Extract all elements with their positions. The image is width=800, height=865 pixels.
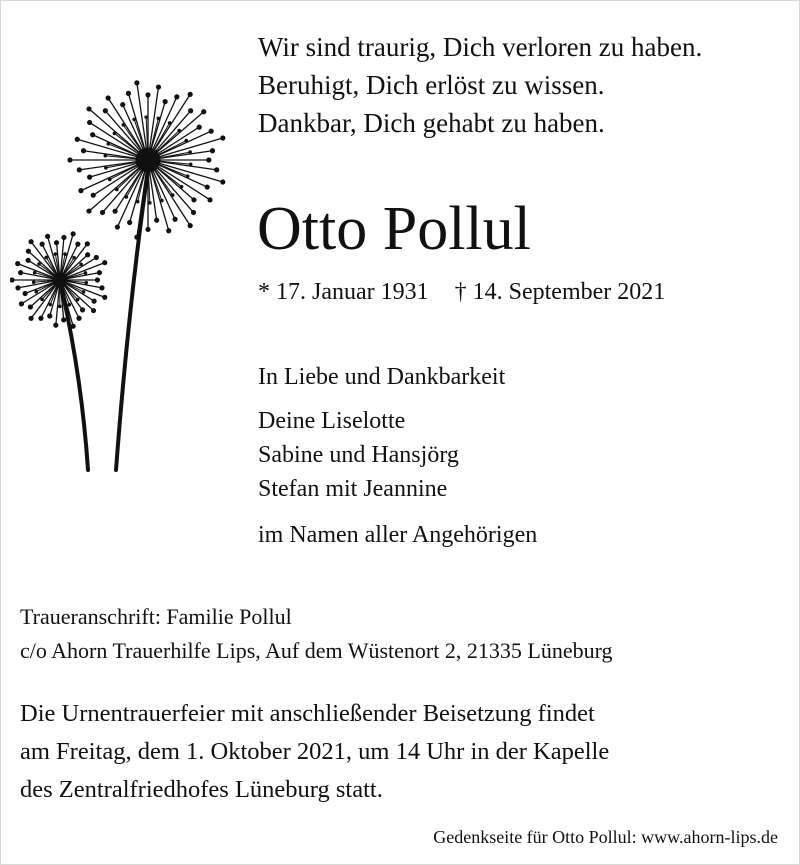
address-line: Traueranschrift: Familie Pollul	[20, 604, 292, 629]
mourners-intro: In Liebe und Dankbarkeit	[258, 364, 506, 390]
poem-line: Dankbar, Dich gehabt zu haben.	[258, 108, 605, 138]
large-dandelion-icon	[67, 80, 225, 470]
small-dandelion-icon	[10, 231, 107, 470]
mourners-list	[258, 404, 459, 506]
address-line: c/o Ahorn Trauerhilfe Lips, Auf dem Wüstenort 2, 21335 Lüneburg	[20, 638, 613, 663]
mourner-name: Stefan mit Jeannine	[258, 476, 448, 502]
birth-date: * 17. Januar 1931	[258, 279, 429, 305]
ceremony-line: am Freitag, dem 1. Oktober 2021, um 14 Uhr in der Kapelle	[20, 738, 610, 765]
poem-line: Beruhigt, Dich erlöst zu wissen.	[258, 70, 605, 100]
poem-line: Wir sind traurig, Dich verloren zu haben.	[258, 32, 703, 62]
poem	[258, 28, 702, 142]
mourner-name: Sabine und Hansjörg	[258, 442, 459, 468]
dandelion-illustration	[10, 70, 240, 490]
ceremony-line: des Zentralfriedhofes Lüneburg statt.	[20, 776, 383, 803]
death-date: † 14. September 2021	[454, 279, 666, 305]
mourning-address	[20, 600, 613, 668]
mourner-name: Deine Liselotte	[258, 408, 406, 434]
life-dates	[258, 277, 665, 307]
memorial-page-link[interactable]: Gedenkseite für Otto Pollul: www.ahorn-lips.de	[433, 827, 778, 847]
ceremony-line: Die Urnentrauerfeier mit anschließender Beisetzung findet	[20, 700, 595, 727]
ceremony-notice	[20, 695, 609, 809]
deceased-name: Otto Pollul	[257, 195, 531, 263]
mourners-closing: im Namen aller Angehörigen	[258, 522, 538, 548]
